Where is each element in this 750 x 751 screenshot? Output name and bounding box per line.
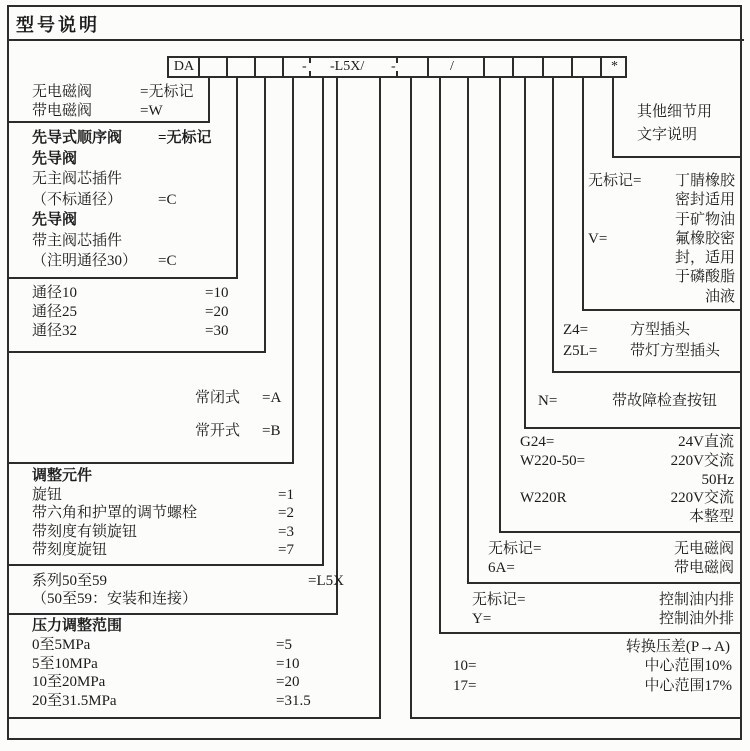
cell-divider bbox=[542, 58, 544, 76]
row-value: =2 bbox=[278, 505, 294, 522]
row-value: 24V直流 bbox=[678, 434, 734, 450]
row bbox=[502, 508, 742, 527]
row-value: 控制油内排 bbox=[658, 592, 734, 608]
block-plug-type bbox=[555, 320, 742, 362]
row-label: 无电磁阀 bbox=[32, 84, 93, 100]
row-label: 20至31.5MPa bbox=[32, 693, 117, 710]
row-key: 无标记= bbox=[472, 592, 526, 608]
row-key: 无标记= bbox=[488, 541, 542, 557]
separator-line bbox=[524, 427, 742, 429]
cell-divider bbox=[512, 58, 514, 76]
row bbox=[195, 382, 477, 415]
row bbox=[502, 471, 742, 490]
row-value: 氟橡胶密 bbox=[674, 230, 735, 247]
row-value: =10 bbox=[276, 655, 300, 672]
row bbox=[585, 172, 742, 191]
row bbox=[32, 486, 344, 505]
row-key: G24= bbox=[520, 434, 555, 450]
row bbox=[32, 303, 286, 322]
row-value: 于矿物油 bbox=[674, 211, 735, 228]
row-key: 10= bbox=[453, 658, 477, 675]
row bbox=[555, 320, 742, 341]
row-value: 带灯方型插头 bbox=[630, 343, 721, 359]
row-label: 通径10 bbox=[32, 285, 78, 301]
block-solenoid bbox=[9, 83, 230, 121]
row bbox=[32, 617, 401, 636]
code-asterisk-cell: * bbox=[611, 59, 618, 74]
connector-line bbox=[499, 76, 501, 533]
row-label: 带刻度有锁旋钮 bbox=[32, 523, 138, 540]
row-label: 系列50至59 bbox=[32, 573, 108, 589]
row bbox=[470, 559, 742, 578]
row-value: =30 bbox=[205, 323, 229, 339]
sub-cell-tick bbox=[309, 71, 311, 76]
block-pressure-range bbox=[9, 617, 401, 711]
row-value: =C bbox=[158, 191, 177, 208]
row bbox=[32, 655, 401, 674]
separator-line bbox=[9, 121, 210, 123]
row bbox=[32, 231, 258, 252]
row-value: =5 bbox=[276, 636, 292, 653]
block-switching-pressure bbox=[413, 638, 742, 696]
row bbox=[585, 288, 742, 307]
row-value: =1 bbox=[278, 486, 294, 503]
block-adjustment-element bbox=[9, 467, 344, 560]
block-solenoid-6a bbox=[470, 540, 742, 578]
separator-line bbox=[9, 564, 324, 566]
row-key: 17= bbox=[453, 677, 477, 694]
row-key: Z4= bbox=[563, 322, 589, 338]
row-key: 6A= bbox=[488, 560, 515, 576]
row-value: =31.5 bbox=[276, 693, 311, 710]
row bbox=[585, 268, 742, 287]
row bbox=[442, 591, 742, 610]
row bbox=[413, 677, 742, 696]
row bbox=[32, 210, 258, 231]
row-value: 本整型 bbox=[688, 509, 734, 526]
row-label: 通径25 bbox=[32, 304, 78, 320]
row-key: W220R bbox=[520, 490, 567, 507]
row bbox=[32, 590, 358, 608]
row-label: 带刻度旋钮 bbox=[32, 542, 108, 559]
row-value: 封，适用 bbox=[674, 250, 735, 267]
code-dash: - bbox=[302, 59, 307, 74]
row bbox=[442, 610, 742, 629]
code-dash: - bbox=[391, 59, 396, 74]
row-key: V= bbox=[588, 230, 608, 247]
row bbox=[32, 102, 230, 121]
row bbox=[527, 392, 742, 411]
row-key: Y= bbox=[472, 610, 492, 627]
row-key: Z5L= bbox=[563, 343, 598, 359]
row bbox=[585, 211, 742, 230]
row-value: =A bbox=[262, 390, 282, 406]
connector-line bbox=[552, 76, 554, 373]
block-pilot-valve bbox=[9, 128, 258, 272]
separator-line bbox=[612, 156, 742, 158]
row-value: =3 bbox=[278, 523, 294, 540]
row bbox=[637, 101, 750, 124]
row bbox=[585, 230, 742, 249]
row-value: =10 bbox=[205, 285, 229, 301]
separator-line bbox=[499, 531, 742, 533]
cell-divider bbox=[483, 58, 485, 76]
row-value: 中心范围17% bbox=[644, 677, 732, 694]
separator-line bbox=[582, 309, 742, 311]
row-value: =无标记 bbox=[140, 84, 194, 100]
row-value: 220V交流 bbox=[670, 452, 734, 469]
row bbox=[32, 523, 344, 542]
cell-divider bbox=[571, 58, 573, 76]
block-nominal-size bbox=[9, 284, 286, 341]
row-value: =无标记 bbox=[158, 130, 212, 146]
code-prefix-cell: DA bbox=[173, 59, 195, 74]
row-value: =B bbox=[262, 423, 281, 439]
block-control-oil-drain bbox=[442, 591, 742, 628]
sub-cell-tick bbox=[396, 71, 398, 76]
cell-divider bbox=[427, 58, 429, 76]
row bbox=[502, 433, 742, 452]
separator-line bbox=[9, 462, 294, 464]
row-label: 其他细节用 bbox=[637, 104, 713, 120]
row-value: =7 bbox=[278, 542, 294, 559]
row-value: 于磷酸脂 bbox=[674, 269, 735, 286]
row bbox=[32, 251, 258, 272]
cell-divider bbox=[282, 58, 284, 76]
row-label: 通径32 bbox=[32, 323, 78, 339]
row-label: （不标通径） bbox=[32, 191, 123, 208]
separator-line bbox=[467, 582, 742, 584]
separator-line bbox=[552, 371, 742, 373]
row bbox=[32, 673, 401, 692]
row bbox=[470, 540, 742, 559]
row bbox=[413, 657, 742, 676]
row-value: 油液 bbox=[704, 288, 735, 305]
row-key: 无标记= bbox=[588, 173, 642, 189]
row-label: 带电磁阀 bbox=[32, 103, 93, 119]
row-label: 带六角和护罩的调节螺栓 bbox=[32, 505, 198, 522]
code-slash-cell: / bbox=[450, 59, 454, 74]
connector-line bbox=[582, 76, 584, 311]
ordering-code-row bbox=[167, 56, 627, 78]
separator-line bbox=[410, 717, 742, 719]
row-label: 常开式 bbox=[195, 423, 241, 439]
separator-line bbox=[9, 351, 266, 353]
row bbox=[32, 169, 258, 190]
row bbox=[585, 191, 742, 210]
row-key: W220-50= bbox=[520, 452, 586, 469]
connector-line bbox=[467, 76, 469, 584]
row-value: 丁腈橡胶 bbox=[674, 173, 735, 189]
code-series-cell: -L5X/ bbox=[330, 59, 365, 74]
block-series-50-59 bbox=[9, 572, 358, 608]
row-value: 密封适用 bbox=[674, 192, 735, 209]
connector-line bbox=[524, 76, 526, 429]
row-value: =20 bbox=[276, 674, 300, 691]
block-fault-check-button bbox=[527, 392, 742, 411]
row-value: =L5X bbox=[308, 573, 344, 589]
row bbox=[32, 83, 230, 102]
sub-cell-tick bbox=[396, 58, 398, 63]
row bbox=[502, 452, 742, 471]
row-value: =20 bbox=[205, 304, 229, 320]
row-label: 5至10MPa bbox=[32, 655, 98, 672]
row bbox=[555, 341, 742, 362]
row bbox=[32, 128, 258, 149]
row bbox=[32, 190, 258, 211]
row bbox=[32, 504, 344, 523]
block-normally-open-closed bbox=[9, 382, 477, 448]
row-key: N= bbox=[538, 393, 558, 409]
separator-line bbox=[9, 277, 238, 279]
row bbox=[32, 692, 401, 711]
row-value: 中心范围10% bbox=[644, 658, 732, 675]
row-value: =C bbox=[158, 253, 177, 269]
row-value: 带故障检查按钮 bbox=[612, 393, 718, 409]
row-label: 先导式顺序阀 bbox=[32, 130, 123, 146]
row-value: 50Hz bbox=[701, 471, 734, 488]
row bbox=[32, 149, 258, 170]
connector-line bbox=[612, 76, 614, 158]
row bbox=[32, 284, 286, 303]
row-value: 控制油外排 bbox=[658, 610, 734, 627]
row-label: 文字说明 bbox=[637, 127, 698, 143]
row bbox=[32, 572, 358, 590]
row-label: （50至59：安装和连接） bbox=[32, 591, 198, 607]
cell-divider bbox=[254, 58, 256, 76]
row-value: =W bbox=[140, 103, 163, 119]
row-value: 方型插头 bbox=[630, 322, 691, 338]
title-separator-line bbox=[7, 39, 744, 41]
row-label: （注明通径30） bbox=[32, 253, 138, 269]
separator-line bbox=[9, 717, 381, 719]
separator-line bbox=[439, 632, 742, 634]
row-label: 先导阀 bbox=[32, 212, 78, 228]
row bbox=[32, 322, 286, 341]
row bbox=[502, 489, 742, 508]
row-label: 10至20MPa bbox=[32, 674, 106, 691]
block-seal-material bbox=[585, 172, 742, 307]
row bbox=[585, 249, 742, 268]
row bbox=[195, 415, 477, 448]
separator-line bbox=[9, 613, 338, 615]
row-value: 带电磁阀 bbox=[673, 560, 734, 576]
row-label: 压力调整范围 bbox=[32, 618, 123, 634]
page-title: 型号说明 bbox=[16, 15, 100, 35]
row-label: 常闭式 bbox=[195, 390, 241, 406]
row-value: 无电磁阀 bbox=[673, 541, 734, 557]
row-label: 先导阀 bbox=[32, 150, 78, 167]
sub-cell-tick bbox=[309, 58, 311, 63]
block-other-details bbox=[615, 101, 750, 147]
row-label: 旋钮 bbox=[32, 486, 63, 503]
row-label: 调整元件 bbox=[32, 468, 93, 484]
row bbox=[32, 636, 401, 655]
connector-line bbox=[439, 76, 441, 634]
row-label: 0至5MPa bbox=[32, 636, 91, 653]
row-value: 220V交流 bbox=[670, 490, 734, 507]
row bbox=[637, 124, 750, 147]
row bbox=[32, 541, 344, 560]
row-label: 带主阀芯插件 bbox=[32, 232, 123, 249]
block-voltage bbox=[502, 433, 742, 527]
row-label: 无主阀芯插件 bbox=[32, 171, 123, 187]
cell-divider bbox=[198, 58, 200, 76]
cell-divider bbox=[226, 58, 228, 76]
row bbox=[32, 467, 344, 486]
row: 转换压差(P→A) bbox=[625, 639, 730, 655]
